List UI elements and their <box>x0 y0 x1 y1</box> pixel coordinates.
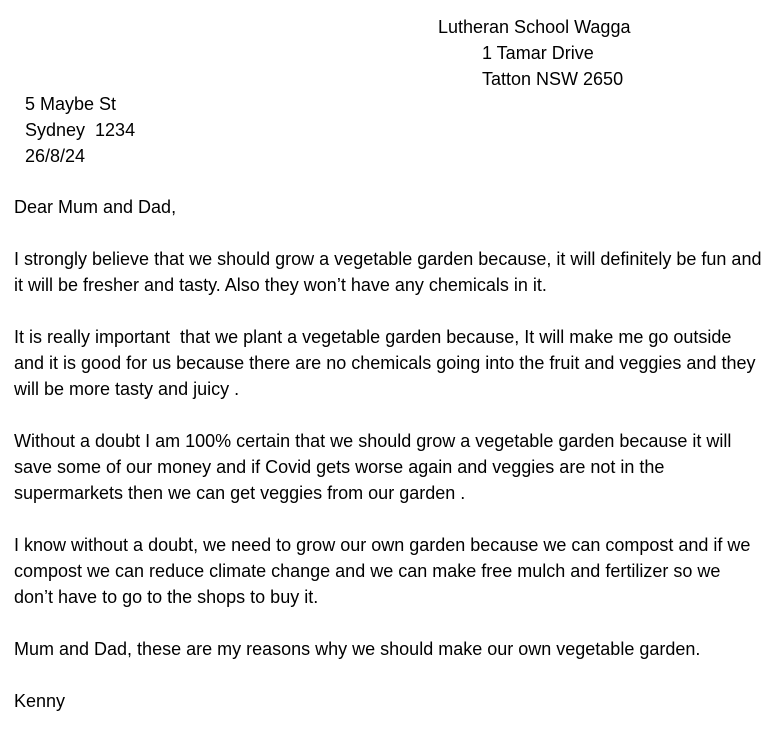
paragraph-5: Mum and Dad, these are my reasons why we should make our own vegetable garden. <box>14 639 701 659</box>
paragraph-2: It is really important that we plant a vegetable garden because, It will make me go outside and it is good for us because there are no chemicals going into the fruit and veggies and they will be more tasty and juicy . <box>14 327 761 399</box>
salutation: Dear Mum and Dad, <box>14 197 177 217</box>
recipient-address-line-2: 1 Tamar Drive <box>482 43 594 63</box>
sender-city: Sydney 1234 <box>25 120 136 140</box>
paragraph-1: I strongly believe that we should grow a vegetable garden because, it will definitely be fun and it will be fresher and tasty. Also they won’t have any chemicals in it. <box>14 249 762 295</box>
letter-body <box>14 194 764 740</box>
letter-date: 26/8/24 <box>25 146 86 166</box>
paragraph-4: I know without a doubt, we need to grow our own garden because we can compost and if we compost we can reduce climate change and we can make free mulch and fertilizer so we don’t have to go to the shops to buy it. <box>14 535 751 607</box>
recipient-address-line-1: Lutheran School Wagga <box>438 17 631 37</box>
sender-address <box>25 91 135 169</box>
recipient-address <box>438 14 738 92</box>
signature: Kenny <box>14 691 66 711</box>
paragraph-3: Without a doubt I am 100% certain that we should grow a vegetable garden because it will save some of our money and if Covid gets worse again and veggies are not in the supermarkets then we can get veggies from our garden . <box>14 431 732 503</box>
sender-street: 5 Maybe St <box>25 94 117 114</box>
recipient-address-line-3: Tatton NSW 2650 <box>482 69 624 89</box>
